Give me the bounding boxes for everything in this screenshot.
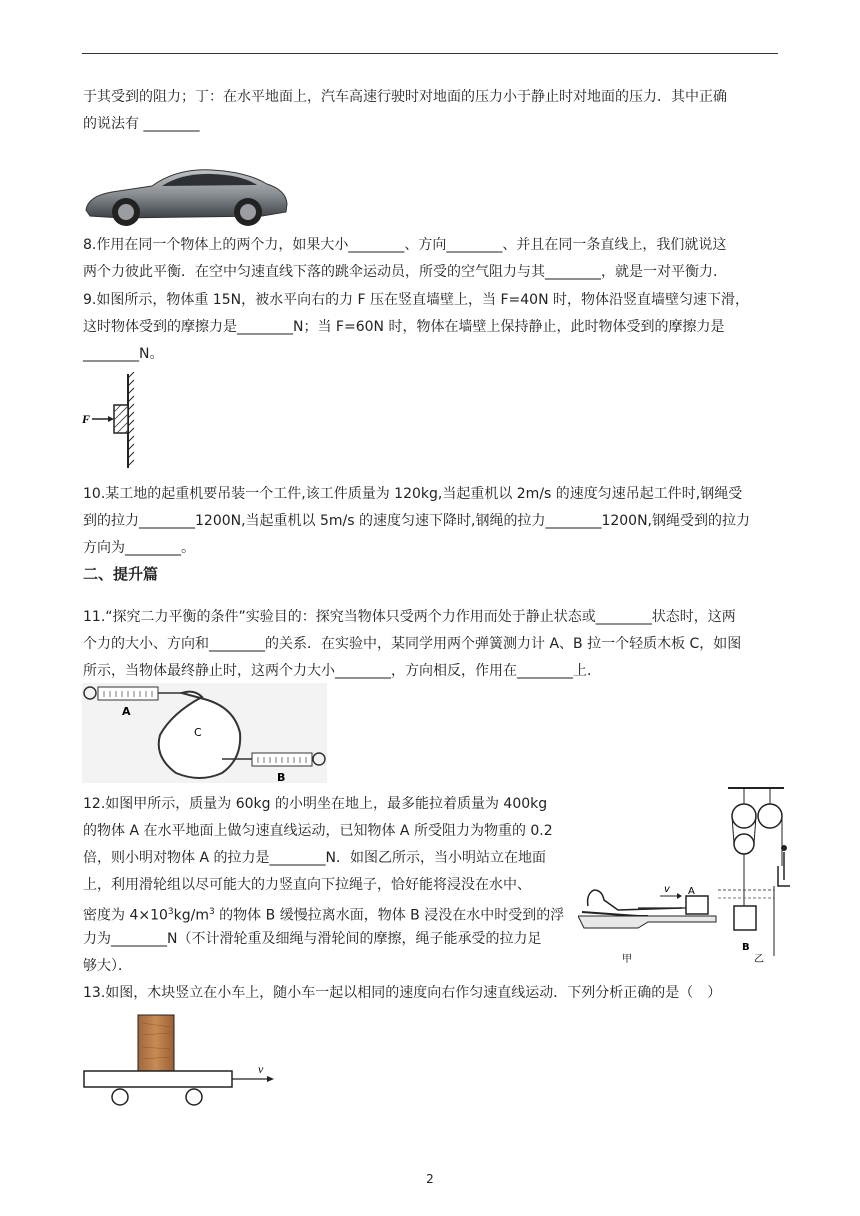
figure-jia-label: 甲 xyxy=(622,954,632,965)
question-10-line-1: 10.某工地的起重机要吊装一个工件,该工件质量为 120kg,当起重机以 2m/s 的速度匀速吊起工件时,钢绳受 xyxy=(83,486,743,502)
question-9-line-3: ________N。 xyxy=(83,346,164,362)
question-13-line: 13.如图，木块竖立在小车上，随小车一起以相同的速度向右作匀速直线运动．下列分析正确的是（ ） xyxy=(83,985,722,1001)
velocity-label: v xyxy=(258,1062,264,1076)
question-12-line-3: 倍，则小明对物体 A 的拉力是________N．如图乙所示，当小明站立在地面 xyxy=(83,850,546,866)
force-label: F xyxy=(82,412,91,426)
figure-yi-label: 乙 xyxy=(754,954,764,965)
velocity-label: v xyxy=(664,884,670,895)
question-12-line-1: 12.如图甲所示，质量为 60kg 的小明坐在地上，最多能拉着质量为 400kg xyxy=(83,796,548,812)
block-a-label: A xyxy=(688,886,695,897)
scale-a-label: A xyxy=(122,705,131,718)
question-8-line-1: 8.作用在同一个物体上的两个力，如果大小________、方向________、并且在同一条直线上，我们就说这 xyxy=(83,237,727,253)
block-b-label: B xyxy=(742,942,750,953)
car-image xyxy=(82,160,292,230)
scale-b-label: B xyxy=(277,771,286,783)
block-on-cart-figure xyxy=(82,1013,282,1109)
text-line: 的说法有 ________ xyxy=(83,116,200,132)
header-rule xyxy=(82,53,778,54)
board-c-label: C xyxy=(194,726,202,739)
question-10-line-3: 方向为________。 xyxy=(83,540,195,556)
question-11-line-3: 所示，当物体最终静止时，这两个力大小________，方向相反，作用在________上． xyxy=(83,663,601,679)
question-11-line-2: 个力的大小、方向和________的关系．在实验中，某同学用两个弹簧测力计 A、B 拉一个轻质木板 C，如图 xyxy=(83,636,742,652)
question-9-line-2: 这时物体受到的摩擦力是________N；当 F=60N 时，物体在墙壁上保持静止，此时物体受到的摩擦力是 xyxy=(83,319,725,335)
question-12-line-6: 力为________N（不计滑轮重及细绳与滑轮间的摩擦，绳子能承受的拉力足 xyxy=(83,931,542,947)
pulley-figure xyxy=(578,786,790,966)
text-line: 于其受到的阻力；丁：在水平地面上，汽车高速行驶时对地面的压力小于静止时对地面的压力．其中正确 xyxy=(83,89,727,105)
question-11-line-1: 11.“探究二力平衡的条件”实验目的：探究当物体只受两个力作用而处于静止状态或________状态时，这两 xyxy=(83,609,736,625)
question-10-line-2: 到的拉力________1200N,当起重机以 5m/s 的速度匀速下降时,钢绳的拉力________1200N,钢绳受到的拉力 xyxy=(83,513,751,529)
question-12-line-2: 的物体 A 在水平地面上做匀速直线运动，已知物体 A 所受阻力为物重的 0.2 xyxy=(83,823,553,839)
page-number: 2 xyxy=(426,1172,434,1186)
wall-block-figure xyxy=(82,372,142,470)
spring-scale-figure xyxy=(82,683,327,783)
section-heading: 二、提升篇 xyxy=(83,565,159,583)
question-9-line-1: 9.如图所示，物体重 15N，被水平向右的力 F 压在竖直墙壁上，当 F=40N 时，物体沿竖直墙壁匀速下滑， xyxy=(83,292,750,308)
question-12-line-4: 上，利用滑轮组以尽可能大的力竖直向下拉绳子，恰好能将浸没在水中、 xyxy=(83,877,531,893)
question-8-line-2: 两个力彼此平衡．在空中匀速直线下落的跳伞运动员，所受的空气阻力与其________，就是一对平衡力． xyxy=(83,264,727,280)
question-12-line-5: 密度为 $4\times 10^3kg/m^3$ 的物体 B 缓慢拉离水面，物体 B 浸没在水中时受到的浮 xyxy=(83,907,565,924)
question-12-line-7: 够大）． xyxy=(83,958,132,974)
